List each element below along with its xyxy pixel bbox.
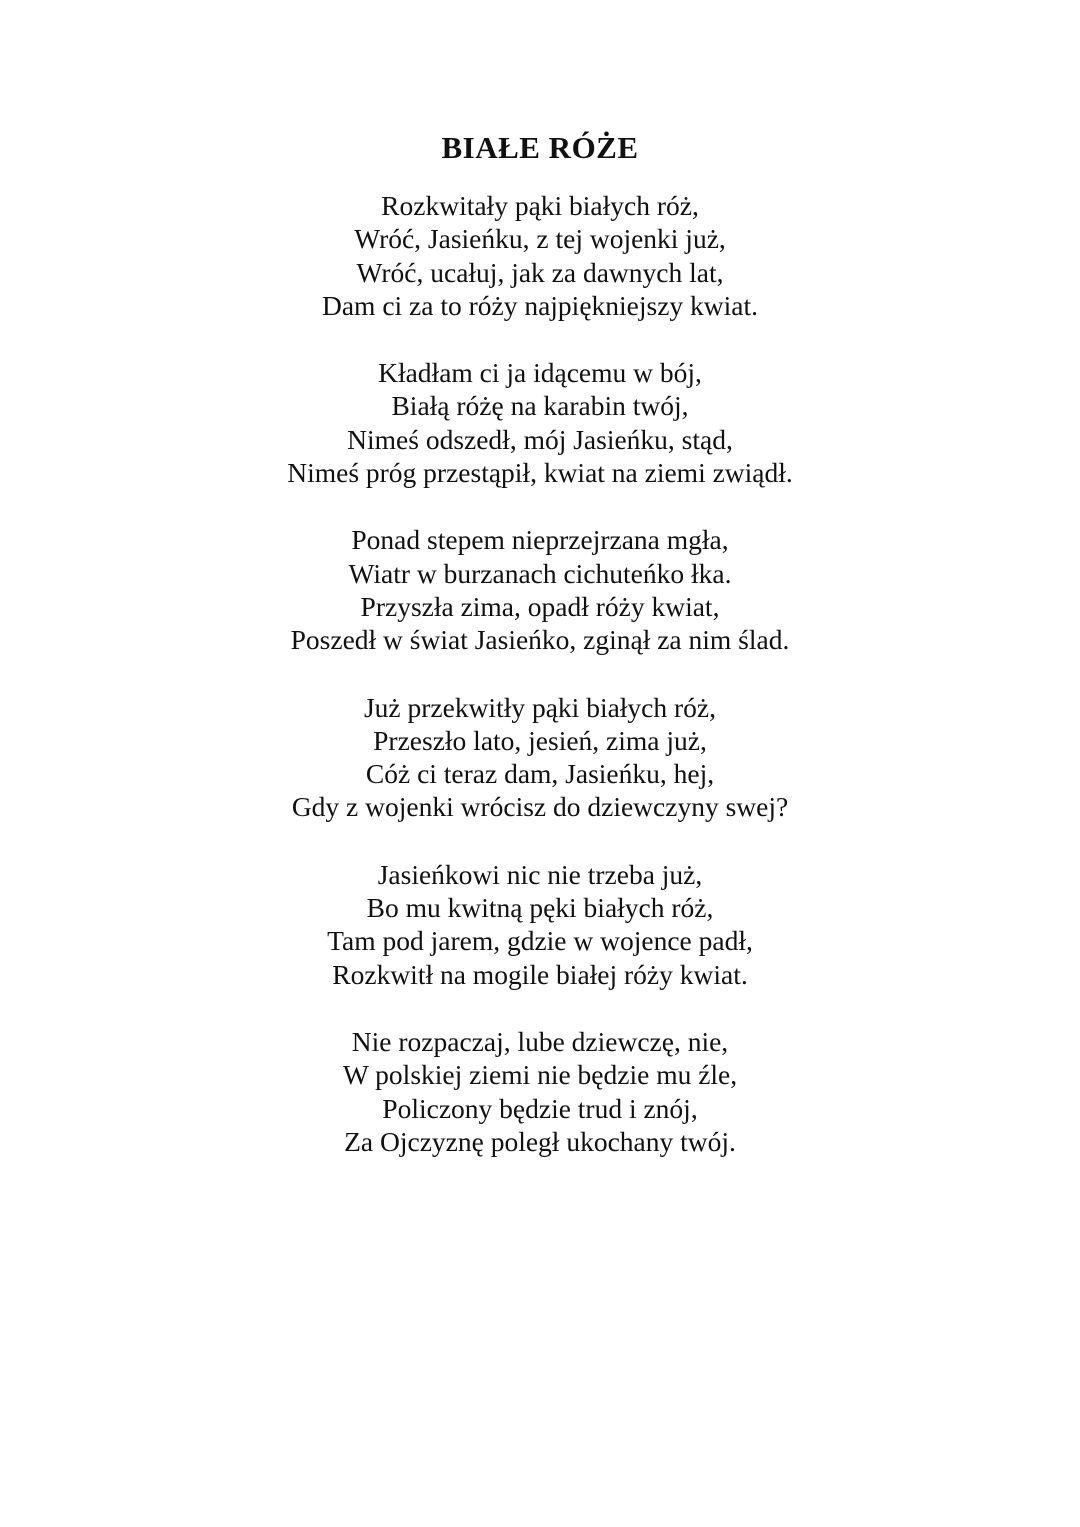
- poem-line: Bo mu kwitną pęki białych róż,: [366, 892, 714, 924]
- poem-line: Gdy z wojenki wrócisz do dziewczyny swej?: [291, 791, 789, 823]
- poem-line: Za Ojczyznę poległ ukochany twój.: [344, 1125, 736, 1157]
- poem-line: Nimeś odszedł, mój Jasieńku, stąd,: [347, 423, 733, 455]
- poem-line: Wróć, ucałuj, jak za dawnych lat,: [356, 256, 724, 288]
- poem-line: W polskiej ziemi nie będzie mu źle,: [342, 1059, 738, 1091]
- poem-line: Cóż ci teraz dam, Jasieńku, hej,: [365, 758, 715, 790]
- stanza-3: [0, 523, 1080, 656]
- poem-line: Kładłam ci ja idącemu w bój,: [378, 357, 702, 389]
- poem-line: Wiatr w burzanach cichuteńko łka.: [348, 557, 732, 589]
- poem-line: Nie rozpaczaj, lube dziewczę, nie,: [351, 1025, 729, 1057]
- stanza-1: [0, 189, 1080, 322]
- poem-line: Nimeś próg przestąpił, kwiat na ziemi zwiądł.: [287, 457, 793, 489]
- poem-line: Policzony będzie trud i znój,: [382, 1092, 698, 1124]
- poem-line: Jasieńkowi nic nie trzeba już,: [377, 858, 703, 890]
- poem-line: Tam pod jarem, gdzie w wojence padł,: [327, 925, 753, 957]
- poem-line: Poszedł w świat Jasieńko, zginął za nim ślad.: [290, 624, 790, 656]
- stanza-5: [0, 858, 1080, 991]
- stanza-6: [0, 1025, 1080, 1158]
- poem-line: Przeszło lato, jesień, zima już,: [373, 724, 707, 756]
- poem-line: Już przekwitły pąki białych róż,: [363, 691, 717, 723]
- poem-line: Wróć, Jasieńku, z tej wojenki już,: [354, 223, 726, 255]
- stanza-4: [0, 691, 1080, 824]
- stanza-2: [0, 356, 1080, 489]
- poem-line: Rozkwitł na mogile białej róży kwiat.: [332, 958, 748, 990]
- poem-line: Białą różę na karabin twój,: [391, 390, 689, 422]
- poem-line: Dam ci za to róży najpiękniejszy kwiat.: [321, 289, 759, 321]
- poem-title: BIAŁE RÓŻE: [441, 130, 639, 165]
- poem-line: Przyszła zima, opadł róży kwiat,: [360, 590, 720, 622]
- poem-line: Rozkwitały pąki białych róż,: [381, 190, 699, 221]
- poem-body: [0, 189, 1080, 1192]
- poem-line: Ponad stepem nieprzejrzana mgła,: [351, 524, 729, 556]
